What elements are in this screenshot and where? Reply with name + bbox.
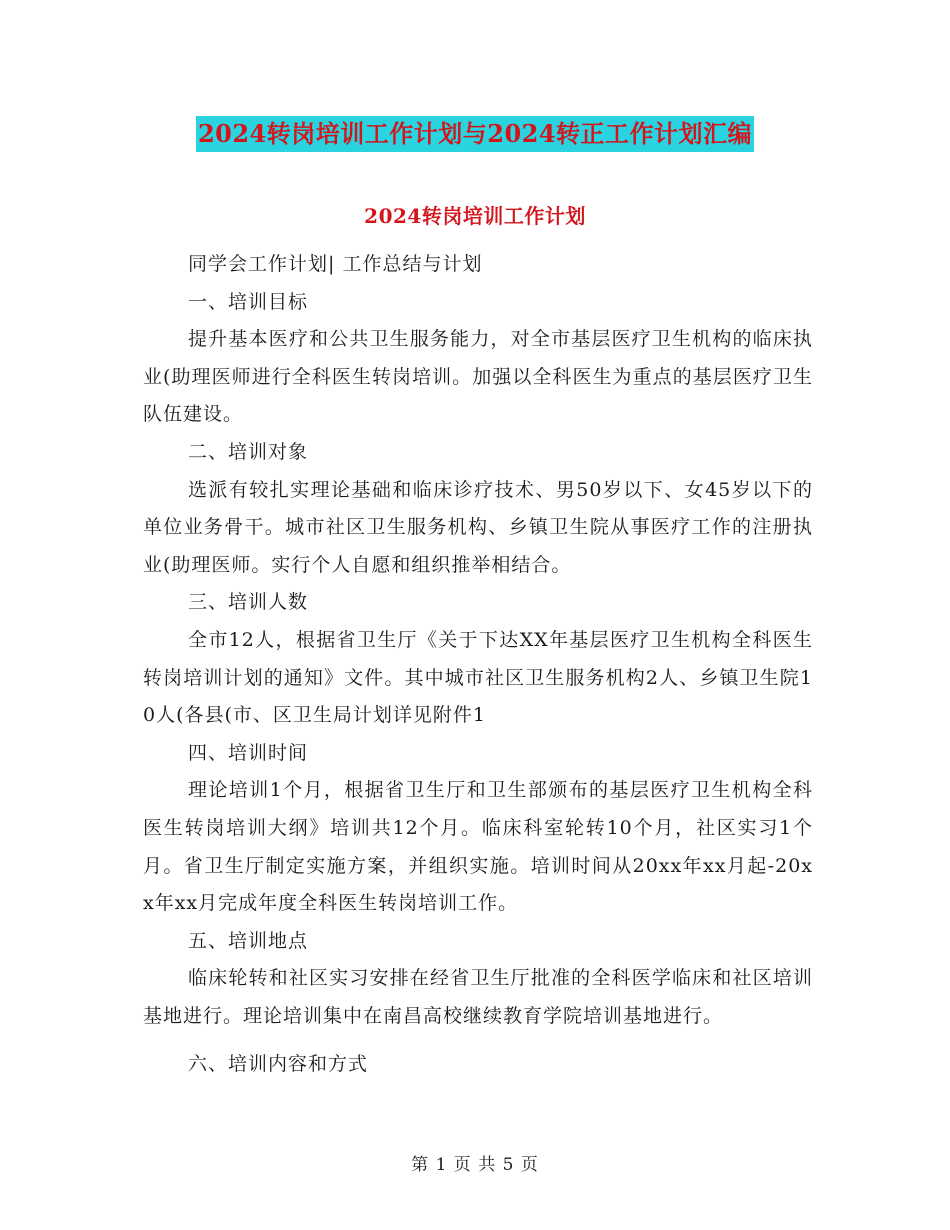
section-heading-training-goal: 一、培训目标 [188,290,309,313]
section-heading-training-content: 六、培训内容和方式 [188,1053,369,1076]
paragraph-training-count: 全市12人，根据省卫生厅《关于下达XX年基层医疗卫生机构全科医生转岗培训计划的通知》文件。其中城市社区卫生服务机构2人、乡镇卫生院10人(各县(市、区卫生局计划详见附件1 [143,628,813,727]
paragraph-training-goal: 提升基本医疗和公共卫生服务能力，对全市基层医疗卫生机构的临床执业(助理医师进行全科医生转岗培训。加强以全科医生为重点的基层医疗卫生队伍建设。 [143,328,813,426]
paragraph-intro-link: 同学会工作计划| 工作总结与计划 [188,253,483,275]
page-footer: 第 1 页 共 5 页 [411,1155,539,1175]
section-heading-training-location: 五、培训地点 [188,929,309,952]
paragraph-training-time: 理论培训1个月，根据省卫生厅和卫生部颁布的基层医疗卫生机构全科医生转岗培训大纲》培训共12个月。临床科室轮转10个月，社区实习1个月。省卫生厅制定实施方案，并组织实施。培训时间从20xx年xx月起-20xx年xx月完成年度全科医生转岗培训工作。 [143,779,813,915]
main-title-highlight: 2024转岗培训工作计划与2024转正工作计划汇编 [196,116,754,152]
document-main-title [0,112,950,152]
section-heading-training-count: 三、培训人数 [188,591,309,614]
section-heading-training-target: 二、培训对象 [188,440,309,463]
paragraph-training-location: 临床轮转和社区实习安排在经省卫生厅批准的全科医学临床和社区培训基地进行。理论培训集中在南昌高校继续教育学院培训基地进行。 [143,967,813,1027]
paragraph-training-target: 选派有较扎实理论基础和临床诊疗技术、男50岁以下、女45岁以下的单位业务骨干。城市社区卫生服务机构、乡镇卫生院从事医疗工作的注册执业(助理医师。实行个人自愿和组织推举相结合。 [143,478,813,576]
document-body [143,246,813,1084]
document-sub-title: 2024转岗培训工作计划 [364,204,586,228]
section-heading-training-time: 四、培训时间 [188,741,309,764]
